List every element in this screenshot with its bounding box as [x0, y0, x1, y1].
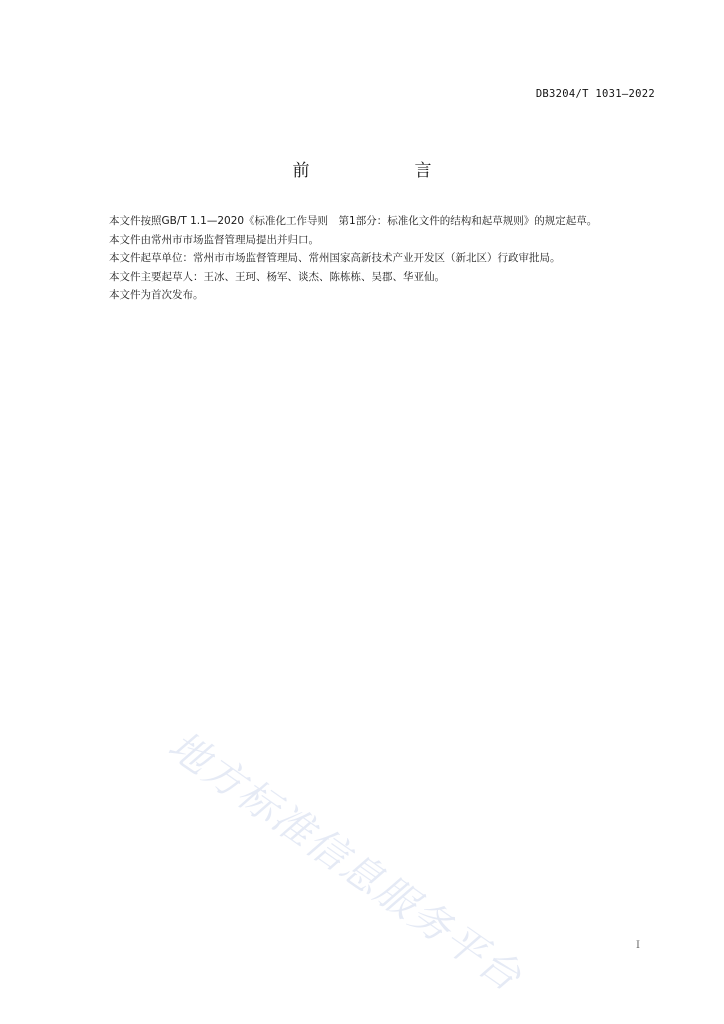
page-number: I — [636, 940, 640, 951]
paragraph-first-release: 本文件为首次发布。 — [109, 289, 204, 301]
paragraph-standard-basis: 本文件按照GB/T 1.1—2020《标准化工作导则 第1部分：标准化文件的结构和起草规则》的规定起草。 — [109, 215, 598, 227]
paragraph-drafting-units: 本文件起草单位：常州市市场监督管理局、常州国家高新技术产业开发区（新北区）行政审批局。 — [109, 252, 561, 264]
watermark: 地方标准信息服务平台 — [159, 722, 531, 1002]
document-code: DB3204/T 1031—2022 — [535, 88, 655, 100]
paragraph-proposer: 本文件由常州市市场监督管理局提出并归口。 — [109, 233, 319, 246]
paragraph-drafters: 本文件主要起草人：王冰、王珂、杨军、谈杰、陈栋栋、吴郡、华亚仙。 — [109, 270, 445, 283]
page-title: 前 言 — [292, 161, 476, 181]
foreword-body — [88, 212, 660, 305]
